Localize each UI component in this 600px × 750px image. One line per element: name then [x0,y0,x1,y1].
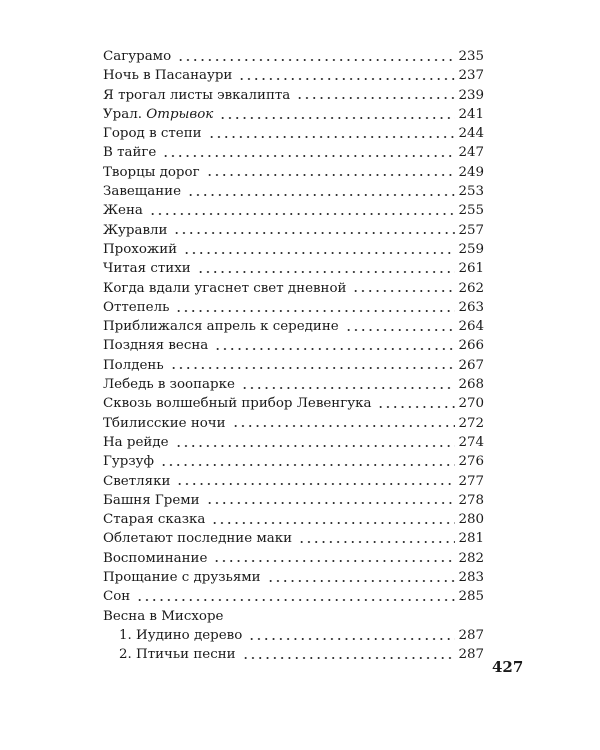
dot-leader [211,521,455,525]
toc-entry-title: Башня Греми [103,492,200,508]
toc-sub-entry-title: 1. Иудино дерево [119,627,243,643]
dot-leader [377,405,455,409]
toc-entry-title: Жена [103,203,143,219]
dot-leader [232,424,455,428]
toc-entry [103,86,484,105]
toc-entry [103,510,484,529]
dot-leader [213,559,455,563]
dot-leader [298,540,455,544]
toc-entry [103,143,484,162]
table-of-contents [103,47,484,665]
toc-entry-title: На рейде [103,434,169,450]
toc-entry [103,549,484,568]
toc-sub-entry [103,645,484,664]
toc-entry [103,317,484,336]
dot-leader [219,116,455,120]
toc-entry-page: 285 [458,589,484,605]
toc-sub-entry-page: 287 [458,627,484,643]
toc-entry-page: 277 [458,473,484,489]
dot-leader [162,154,455,158]
toc-entry-title: Творцы дорог [103,164,200,180]
toc-entry [103,433,484,452]
toc-entry [103,356,484,375]
toc-entry [103,259,484,278]
dot-leader [136,598,455,602]
toc-entry [103,66,484,85]
toc-entry-title: В тайге [103,145,157,161]
dot-leader [248,637,455,641]
toc-entry-page: 239 [458,87,484,103]
toc-entry-title: Гурзуф [103,454,154,470]
toc-entry-page: 244 [458,126,484,142]
dot-leader [197,270,455,274]
dot-leader [241,386,455,390]
toc-entry-title: Воспоминание [103,550,208,566]
toc-sub-entry-page: 287 [458,647,484,663]
toc-entry-page: 267 [458,357,484,373]
toc-entry-page: 257 [458,222,484,238]
toc-entry-title: Ночь в Пасанаури [103,68,233,84]
toc-section-heading [103,607,484,626]
toc-entry [103,124,484,143]
toc-entry-page: 261 [458,261,484,277]
toc-entry-title: Полдень [103,357,164,373]
toc-entry-title: Сон [103,589,131,605]
toc-entry-page: 259 [458,241,484,257]
dot-leader [160,463,455,467]
toc-entry-page: 235 [458,49,484,64]
dot-leader [267,579,455,583]
dot-leader [187,193,455,197]
toc-entry-title: Завещание [103,184,181,200]
toc-entry-title: Прощание с друзьями [103,570,261,586]
toc-entry [103,568,484,587]
toc-entry-title: Старая сказка [103,512,206,528]
toc-entry-title: Светляки [103,473,171,489]
dot-leader [214,347,455,351]
toc-entry-page: 280 [458,512,484,528]
toc-entry-page: 247 [458,145,484,161]
toc-entry-page: 274 [458,434,484,450]
toc-entry-title: Город в степи [103,126,202,142]
toc-section-title: Весна в Мисхоре [103,608,224,624]
toc-entry [103,163,484,182]
toc-entry-title: Читая стихи [103,261,191,277]
toc-entry-page: 266 [458,338,484,354]
dot-leader [345,328,455,332]
toc-entry-title: Журавли [103,222,168,238]
dot-leader [206,501,455,505]
toc-entry [103,221,484,240]
dot-leader [175,309,455,313]
toc-entry-title-plain: Урал. [103,106,147,122]
toc-entry [103,279,484,298]
toc-entry-page: 262 [458,280,484,296]
toc-entry [103,587,484,606]
dot-leader [176,482,455,486]
toc-entry-title: Тбилисские ночи [103,415,226,431]
toc-entry-page: 241 [458,106,484,122]
toc-entry-title: Лебедь в зоопарке [103,377,235,393]
toc-entry-page: 272 [458,415,484,431]
toc-entry-title: Облетают последние маки [103,531,293,547]
dot-leader [183,251,455,255]
dot-leader [170,366,455,370]
toc-entry-title: Когда вдали угаснет свет дневной [103,280,347,296]
dot-leader [208,135,455,139]
toc-sub-entry-title: 2. Птичьи песни [119,647,236,663]
toc-entry [103,491,484,510]
toc-entry-page: 281 [458,531,484,547]
toc-entry-title: Сагурамо [103,49,172,64]
toc-entry-page: 270 [458,396,484,412]
toc-entry-title-italic: Отрывок [146,106,214,122]
toc-entry-page: 253 [458,184,484,200]
toc-entry [103,529,484,548]
dot-leader [175,444,455,448]
toc-entry-page: 276 [458,454,484,470]
dot-leader [242,656,455,660]
toc-entry-title: Я трогал листы эвкалипта [103,87,291,103]
toc-entry [103,394,484,413]
toc-entry-page: 255 [458,203,484,219]
dot-leader [149,212,455,216]
toc-entry-page: 278 [458,492,484,508]
toc-entry [103,375,484,394]
dot-leader [296,96,455,100]
dot-leader [206,173,455,177]
toc-entry [103,182,484,201]
page-number: 427 [492,658,524,676]
toc-entry-page: 283 [458,570,484,586]
toc-entry-title [103,105,213,124]
toc-entry [103,47,484,66]
toc-entry [103,414,484,433]
toc-entry-page: 264 [458,319,484,335]
toc-entry-page: 263 [458,299,484,315]
toc-entry-page: 249 [458,164,484,180]
toc-entry-page: 268 [458,377,484,393]
toc-entry-title: Прохожий [103,241,178,257]
toc-entry [103,298,484,317]
toc-entry-title: Поздняя весна [103,338,209,354]
toc-entry-page: 282 [458,550,484,566]
toc-entry [103,201,484,220]
toc-entry [103,452,484,471]
dot-leader [173,231,455,235]
toc-entry [103,472,484,491]
toc-entry [103,336,484,355]
dot-leader [238,77,455,81]
dot-leader [352,289,455,293]
dot-leader [177,58,455,62]
toc-entry-title: Сквозь волшебный прибор Левенгука [103,396,372,412]
toc-entry-page: 237 [458,68,484,84]
toc-sub-entry [103,626,484,645]
toc-entry [103,240,484,259]
toc-entry-title: Оттепель [103,299,170,315]
toc-entry [103,105,484,124]
toc-entry-title: Приближался апрель к середине [103,319,339,335]
